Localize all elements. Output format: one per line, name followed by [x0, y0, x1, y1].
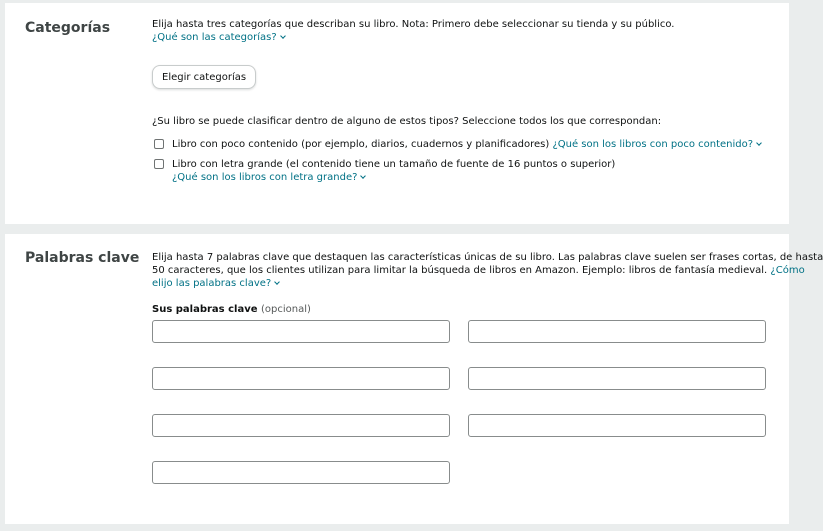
types-prompt: ¿Su libro se puede clasificar dentro de alguno de estos tipos? Seleccione todos los que correspondan:: [152, 116, 662, 127]
chevron-down-icon: [361, 173, 367, 179]
low-content-label[interactable]: Libro con poco contenido (por ejemplo, diarios, cuadernos y planificadores): [172, 139, 550, 150]
keyword-input-6[interactable]: [468, 414, 766, 437]
low-content-checkbox[interactable]: [154, 139, 164, 149]
keyword-input-5[interactable]: [152, 414, 450, 437]
keywords-description-block: [152, 251, 823, 290]
keywords-help-link-text: elijo las palabras clave?: [152, 278, 272, 289]
low-content-help-link[interactable]: [552, 139, 761, 150]
keywords-field-label: [152, 304, 311, 315]
categories-help-link[interactable]: [152, 32, 285, 43]
keyword-input-7[interactable]: [152, 461, 450, 484]
chevron-down-icon: [280, 33, 286, 39]
categories-help-link-text: ¿Qué son las categorías?: [152, 32, 277, 43]
low-content-help-link-text: ¿Qué son los libros con poco contenido?: [552, 139, 754, 150]
keywords-help-link[interactable]: [152, 278, 279, 289]
large-print-checkbox[interactable]: [154, 159, 164, 169]
large-print-help-link-text: ¿Qué son los libros con letra grande?: [172, 172, 358, 183]
keywords-help-link-part1[interactable]: ¿Cómo: [770, 265, 805, 276]
large-print-help-link[interactable]: [172, 172, 365, 183]
low-content-label-block: [172, 138, 761, 151]
choose-categories-button[interactable]: Elegir categorías: [152, 65, 256, 89]
large-print-label-block: [172, 158, 615, 184]
keywords-field-label-text: Sus palabras clave: [152, 304, 258, 315]
categories-section: [5, 3, 789, 224]
keyword-input-3[interactable]: [152, 367, 450, 390]
keywords-description-line1: Elija hasta 7 palabras clave que destaquen las características únicas de su libro. Las palabras clave suelen ser frases cortas, de hasta: [152, 252, 823, 263]
keywords-optional-label: (opcional): [261, 304, 311, 315]
keyword-input-4[interactable]: [468, 367, 766, 390]
large-print-label[interactable]: Libro con letra grande (el contenido tiene un tamaño de fuente de 16 puntos o superior): [172, 159, 616, 170]
categories-description: Elija hasta tres categorías que describan su libro. Nota: Primero debe seleccionar su tienda y su público.: [152, 19, 675, 30]
categories-description-block: [152, 18, 772, 44]
categories-title: Categorías: [25, 20, 111, 36]
keywords-title: Palabras clave: [25, 250, 140, 266]
keyword-input-1[interactable]: [152, 320, 450, 343]
keywords-description-line2: 50 caracteres, que los clientes utilizan para limitar la búsqueda de libros en Amazon. Ejemplo: libros de fantasía medieval.: [152, 265, 768, 276]
chevron-down-icon: [756, 140, 762, 146]
keyword-input-2[interactable]: [468, 320, 766, 343]
chevron-down-icon: [274, 279, 280, 285]
keywords-section: [5, 234, 823, 524]
